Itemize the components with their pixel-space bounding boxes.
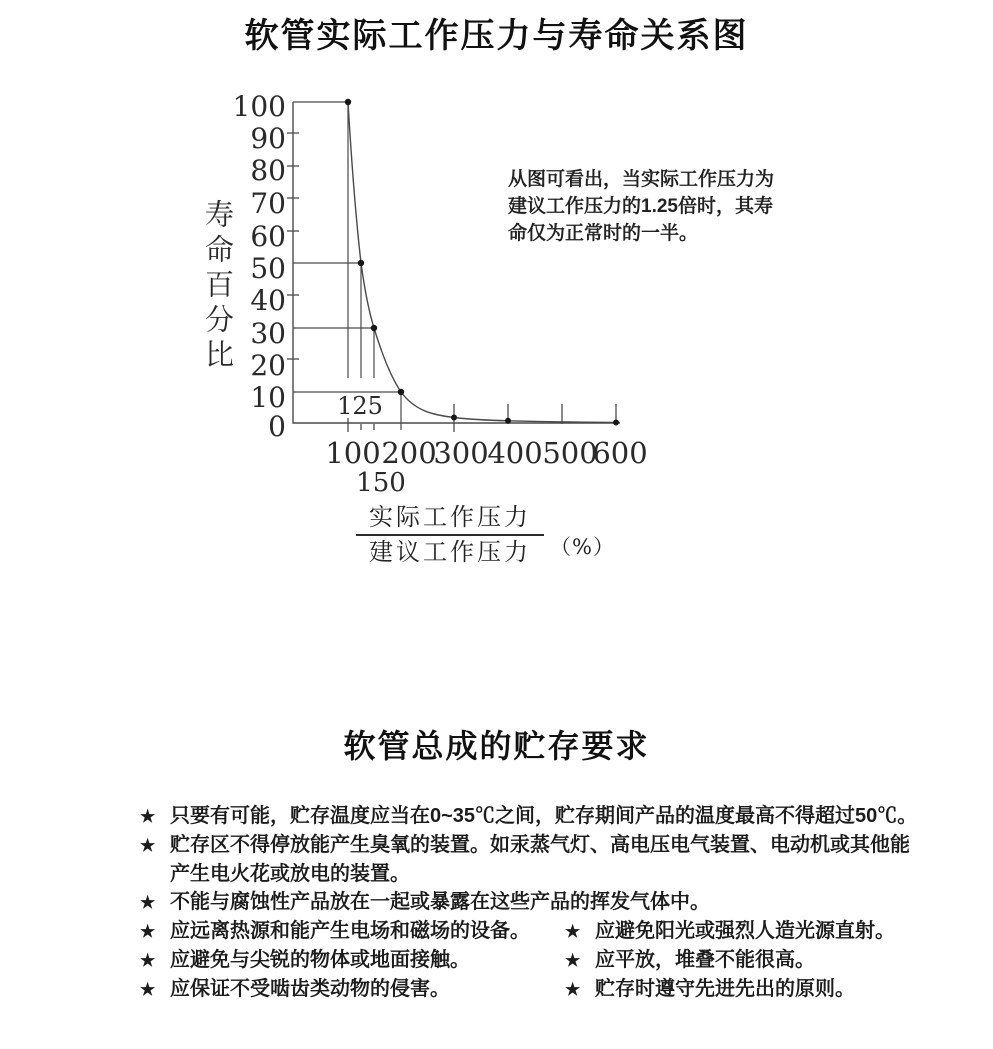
- star-bullet-icon: ★: [140, 836, 156, 855]
- list-item: [565, 975, 855, 1004]
- list-item-text: 应避免阳光或强烈人造光源直射。: [595, 920, 895, 942]
- list-item-text: 贮存时遵守先进先出的原则。: [595, 978, 855, 1000]
- star-bullet-icon: ★: [140, 807, 156, 826]
- x-tick-label: 500: [542, 436, 598, 470]
- point-400: [505, 418, 511, 424]
- point-100-100: [345, 99, 351, 105]
- fraction-denominator: 建议工作压力: [369, 538, 531, 566]
- star-bullet-icon: ★: [140, 951, 156, 970]
- y-tick-label: 10: [250, 381, 286, 414]
- y-tick-label: 0: [268, 410, 286, 443]
- list-item: [140, 978, 450, 1000]
- star-bullet-icon: ★: [140, 980, 156, 999]
- y-tick-label: 100: [232, 90, 286, 123]
- list-item-text: 应远离热源和能产生电场和磁场的设备。: [170, 920, 530, 942]
- life-curve: [348, 102, 616, 423]
- point-600: [613, 420, 619, 426]
- fraction-numerator: 实际工作压力: [369, 503, 531, 531]
- list-item-text: 不能与腐蚀性产品放在一起或暴露在这些产品的挥发气体中。: [170, 891, 710, 913]
- star-bullet-icon: ★: [565, 922, 581, 941]
- point-125-50: [358, 260, 364, 266]
- x-tick-labels: [325, 436, 647, 470]
- below-label-150: 150: [356, 468, 406, 498]
- y-tick-label: 40: [250, 284, 286, 317]
- list-item: [140, 949, 470, 971]
- list-item-continuation: 产生电火花或放电的装置。: [170, 863, 410, 885]
- data-points: [345, 99, 619, 426]
- y-tick-label: 50: [250, 252, 286, 285]
- chart-annotation: [508, 166, 774, 247]
- list-item: [140, 920, 530, 942]
- y-tick-label: 20: [250, 349, 286, 382]
- inner-label-125: 125: [337, 392, 383, 420]
- star-bullet-icon: ★: [140, 893, 156, 912]
- x-tick-label: 300: [433, 436, 489, 470]
- list-row: [140, 917, 895, 946]
- annotation-line: 命仅为正常时的一半。: [508, 223, 699, 244]
- star-bullet-icon: ★: [565, 980, 581, 999]
- star-bullet-icon: ★: [140, 922, 156, 941]
- storage-requirements-list: [140, 802, 918, 1004]
- list-item-text: 贮存区不得停放能产生臭氧的装置。如汞蒸气灯、高电压电气装置、电动机或其他能: [170, 834, 910, 856]
- y-tick-label: 90: [250, 122, 286, 155]
- list-item-text: 应平放，堆叠不能很高。: [595, 949, 815, 971]
- point-300: [451, 415, 457, 421]
- x-tick-label: 200: [381, 436, 437, 470]
- annotation-line: 从图可看出，当实际工作压力为: [508, 169, 775, 190]
- point-200-10: [398, 389, 404, 395]
- list-item: [140, 888, 880, 917]
- list-item-text: 只要有可能，贮存温度应当在0~35℃之间，贮存期间产品的温度最高不得超过50℃。: [170, 805, 918, 827]
- point-150-30: [371, 325, 377, 331]
- list-item-text: 应保证不受啮齿类动物的侵害。: [170, 978, 450, 1000]
- x-axis-unit: （%）: [550, 535, 615, 559]
- star-bullet-icon: ★: [565, 951, 581, 970]
- x-tick-label: 100: [325, 436, 381, 470]
- x-tick-label: 400: [487, 436, 543, 470]
- list-row: [140, 946, 880, 975]
- list-item: [565, 917, 895, 946]
- y-tick-label: 70: [250, 187, 286, 220]
- x-axis-label-fraction: [356, 501, 615, 569]
- list-item-text: 应避免与尖锐的物体或地面接触。: [170, 949, 470, 971]
- y-tick-labels: [233, 90, 286, 443]
- annotation-line: 建议工作压力的1.25倍时，其寿: [508, 196, 773, 217]
- y-axis-label: 寿命百分比: [201, 199, 235, 374]
- y-tick-label: 80: [250, 154, 286, 187]
- reference-lines: [293, 102, 401, 430]
- y-tick-label: 60: [250, 220, 286, 253]
- page-title: 软管实际工作压力与寿命关系图: [244, 17, 749, 55]
- list-row: [140, 975, 880, 1004]
- y-tick-label: 30: [250, 317, 286, 350]
- x-tick-label: 600: [592, 436, 648, 470]
- list-item: [140, 802, 918, 831]
- list-item: [565, 946, 815, 975]
- list-item: [140, 831, 910, 860]
- storage-section-title: 软管总成的贮存要求: [343, 728, 650, 764]
